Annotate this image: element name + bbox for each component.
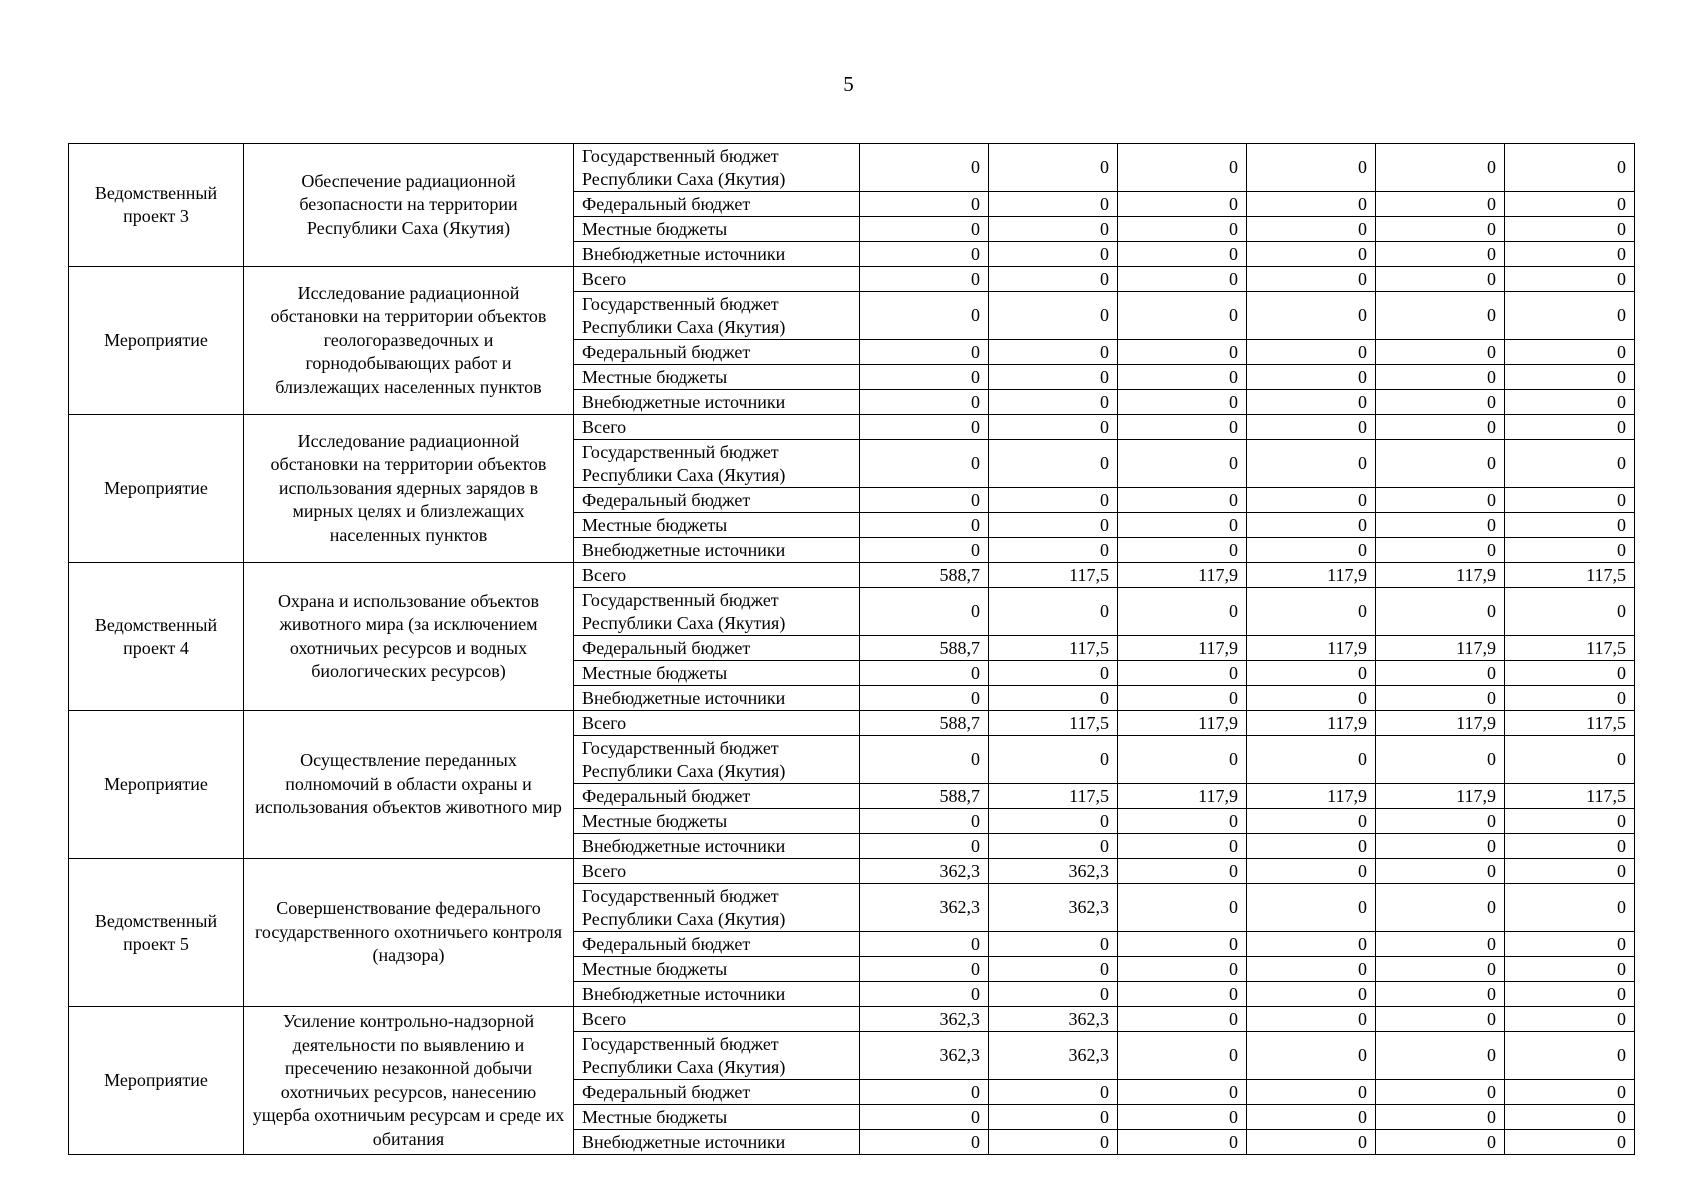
amount-cell: 117,5 [989,784,1118,809]
amount-cell: 0 [1118,217,1247,242]
amount-cell: 0 [860,661,989,686]
amount-cell: 0 [1376,661,1505,686]
amount-cell: 0 [1505,365,1635,390]
table-row [69,563,1635,588]
funding-source-cell: Всего [574,711,860,736]
amount-cell: 0 [860,488,989,513]
amount-cell: 0 [1118,144,1247,192]
item-name-cell: Усиление контрольно-надзорной деятельности по выявлению и пресечению незаконной добычи охотничьих ресурсов, нанесению ущерба охотничьим ресурсам и среде их обитания [244,1007,574,1155]
amount-cell: 0 [989,267,1118,292]
amount-cell: 0 [1505,192,1635,217]
amount-cell: 0 [989,365,1118,390]
amount-cell: 117,9 [1247,711,1376,736]
amount-cell: 0 [860,1080,989,1105]
amount-cell: 362,3 [860,859,989,884]
amount-cell: 0 [1505,588,1635,636]
amount-cell: 0 [1118,834,1247,859]
table-row [69,859,1635,884]
amount-cell: 0 [1376,390,1505,415]
amount-cell: 0 [1247,292,1376,340]
funding-source-cell: Всего [574,1007,860,1032]
amount-cell: 0 [1118,661,1247,686]
amount-cell: 0 [1505,440,1635,488]
funding-source-cell: Внебюджетные источники [574,982,860,1007]
amount-cell: 0 [1376,267,1505,292]
amount-cell: 117,9 [1118,711,1247,736]
amount-cell: 0 [989,144,1118,192]
amount-cell: 117,5 [989,563,1118,588]
item-name-cell: Осуществление переданных полномочий в области охраны и использования объектов животного мир [244,711,574,859]
amount-cell: 0 [989,1080,1118,1105]
funding-source-cell: Внебюджетные источники [574,390,860,415]
funding-source-cell: Федеральный бюджет [574,488,860,513]
item-type-cell: Мероприятие [69,711,244,859]
amount-cell: 0 [860,834,989,859]
amount-cell: 0 [1376,932,1505,957]
funding-source-cell: Местные бюджеты [574,957,860,982]
amount-cell: 0 [1118,1105,1247,1130]
amount-cell: 0 [989,834,1118,859]
amount-cell: 0 [860,538,989,563]
amount-cell: 0 [1376,884,1505,932]
amount-cell: 0 [860,390,989,415]
amount-cell: 0 [1247,1130,1376,1155]
amount-cell: 588,7 [860,563,989,588]
amount-cell: 0 [1505,809,1635,834]
amount-cell: 0 [1247,340,1376,365]
amount-cell: 0 [1118,736,1247,784]
amount-cell: 0 [1376,292,1505,340]
amount-cell: 0 [860,982,989,1007]
amount-cell: 588,7 [860,636,989,661]
amount-cell: 0 [1505,859,1635,884]
amount-cell: 362,3 [989,859,1118,884]
amount-cell: 0 [1505,932,1635,957]
amount-cell: 0 [989,661,1118,686]
funding-source-cell: Всего [574,267,860,292]
funding-source-cell: Государственный бюджет Республики Саха (Якутия) [574,1032,860,1080]
funding-source-cell: Государственный бюджет Республики Саха (Якутия) [574,144,860,192]
amount-cell: 117,5 [1505,784,1635,809]
amount-cell: 0 [1505,292,1635,340]
amount-cell: 0 [1118,957,1247,982]
amount-cell: 0 [989,340,1118,365]
amount-cell: 0 [1505,884,1635,932]
amount-cell: 0 [860,1105,989,1130]
funding-source-cell: Местные бюджеты [574,809,860,834]
amount-cell: 0 [1376,1032,1505,1080]
amount-cell: 0 [860,415,989,440]
amount-cell: 0 [1505,488,1635,513]
funding-source-cell: Всего [574,415,860,440]
amount-cell: 0 [1376,982,1505,1007]
amount-cell: 0 [1505,1080,1635,1105]
amount-cell: 0 [1376,144,1505,192]
amount-cell: 0 [1376,242,1505,267]
amount-cell: 0 [1376,192,1505,217]
table-row [69,267,1635,292]
funding-source-cell: Государственный бюджет Республики Саха (Якутия) [574,292,860,340]
amount-cell: 0 [989,192,1118,217]
amount-cell: 0 [1118,440,1247,488]
amount-cell: 0 [1247,1007,1376,1032]
amount-cell: 0 [989,1105,1118,1130]
amount-cell: 0 [1247,415,1376,440]
amount-cell: 0 [989,686,1118,711]
item-name-cell: Обеспечение радиационной безопасности на территории Республики Саха (Якутия) [244,144,574,267]
amount-cell: 0 [1247,982,1376,1007]
amount-cell: 0 [1118,513,1247,538]
amount-cell: 0 [1247,1080,1376,1105]
funding-source-cell: Всего [574,859,860,884]
amount-cell: 0 [1118,982,1247,1007]
amount-cell: 0 [1505,661,1635,686]
amount-cell: 0 [1247,957,1376,982]
amount-cell: 0 [1376,736,1505,784]
amount-cell: 0 [860,736,989,784]
amount-cell: 0 [1247,884,1376,932]
amount-cell: 0 [1376,1130,1505,1155]
amount-cell: 0 [1247,267,1376,292]
amount-cell: 0 [989,809,1118,834]
amount-cell: 0 [1376,809,1505,834]
amount-cell: 0 [989,488,1118,513]
amount-cell: 362,3 [989,1032,1118,1080]
item-name-cell: Охрана и использование объектов животного мира (за исключением охотничьих ресурсов и водных биологических ресурсов) [244,563,574,711]
item-type-cell: Мероприятие [69,267,244,415]
amount-cell: 117,5 [1505,636,1635,661]
amount-cell: 0 [1505,144,1635,192]
funding-source-cell: Федеральный бюджет [574,340,860,365]
amount-cell: 0 [860,957,989,982]
item-type-cell: Ведомственный проект 5 [69,859,244,1007]
amount-cell: 0 [1376,538,1505,563]
amount-cell: 0 [1118,1032,1247,1080]
amount-cell: 0 [1505,834,1635,859]
amount-cell: 0 [860,932,989,957]
amount-cell: 0 [1247,513,1376,538]
amount-cell: 0 [1505,736,1635,784]
amount-cell: 0 [1247,661,1376,686]
amount-cell: 0 [1118,292,1247,340]
funding-source-cell: Всего [574,563,860,588]
amount-cell: 0 [1247,488,1376,513]
amount-cell: 0 [1247,440,1376,488]
amount-cell: 0 [1247,859,1376,884]
amount-cell: 0 [860,292,989,340]
table-row [69,144,1635,192]
amount-cell: 0 [860,365,989,390]
amount-cell: 0 [1376,859,1505,884]
amount-cell: 0 [1247,538,1376,563]
amount-cell: 0 [1376,440,1505,488]
amount-cell: 0 [1118,538,1247,563]
funding-source-cell: Государственный бюджет Республики Саха (Якутия) [574,588,860,636]
amount-cell: 0 [1376,588,1505,636]
amount-cell: 0 [1505,340,1635,365]
amount-cell: 0 [1247,932,1376,957]
item-name-cell: Совершенствование федерального государственного охотничьего контроля (надзора) [244,859,574,1007]
amount-cell: 0 [989,242,1118,267]
item-type-cell: Ведомственный проект 4 [69,563,244,711]
amount-cell: 0 [1505,267,1635,292]
funding-source-cell: Внебюджетные источники [574,538,860,563]
amount-cell: 117,5 [989,711,1118,736]
amount-cell: 0 [1247,588,1376,636]
amount-cell: 0 [1118,365,1247,390]
amount-cell: 0 [1247,736,1376,784]
amount-cell: 0 [860,440,989,488]
amount-cell: 362,3 [860,1032,989,1080]
amount-cell: 0 [1118,242,1247,267]
amount-cell: 0 [989,588,1118,636]
amount-cell: 117,9 [1118,784,1247,809]
amount-cell: 0 [860,588,989,636]
funding-source-cell: Федеральный бюджет [574,1080,860,1105]
amount-cell: 0 [860,242,989,267]
funding-source-cell: Федеральный бюджет [574,932,860,957]
funding-source-cell: Государственный бюджет Республики Саха (Якутия) [574,884,860,932]
amount-cell: 0 [989,217,1118,242]
budget-table [68,143,1635,1155]
item-name-cell: Исследование радиационной обстановки на территории объектов геологоразведочных и горнодобывающих работ и близлежащих населенных пунктов [244,267,574,415]
amount-cell: 0 [860,809,989,834]
funding-source-cell: Федеральный бюджет [574,192,860,217]
amount-cell: 0 [1505,957,1635,982]
amount-cell: 0 [989,736,1118,784]
amount-cell: 0 [860,144,989,192]
amount-cell: 0 [1118,488,1247,513]
amount-cell: 0 [989,415,1118,440]
amount-cell: 0 [1118,340,1247,365]
amount-cell: 0 [1118,859,1247,884]
amount-cell: 0 [1247,144,1376,192]
amount-cell: 0 [1118,686,1247,711]
amount-cell: 0 [1118,884,1247,932]
amount-cell: 0 [1505,686,1635,711]
amount-cell: 0 [1505,217,1635,242]
amount-cell: 117,5 [1505,563,1635,588]
amount-cell: 0 [1376,340,1505,365]
amount-cell: 362,3 [860,884,989,932]
amount-cell: 0 [989,1130,1118,1155]
amount-cell: 0 [1376,957,1505,982]
amount-cell: 117,9 [1376,711,1505,736]
funding-source-cell: Местные бюджеты [574,513,860,538]
amount-cell: 0 [1247,217,1376,242]
amount-cell: 362,3 [860,1007,989,1032]
item-type-cell: Ведомственный проект 3 [69,144,244,267]
amount-cell: 0 [1505,1105,1635,1130]
amount-cell: 0 [1118,1007,1247,1032]
amount-cell: 588,7 [860,784,989,809]
amount-cell: 117,5 [989,636,1118,661]
item-type-cell: Мероприятие [69,1007,244,1155]
funding-source-cell: Внебюджетные источники [574,242,860,267]
amount-cell: 0 [1376,834,1505,859]
amount-cell: 0 [860,513,989,538]
amount-cell: 0 [1118,932,1247,957]
amount-cell: 0 [1118,809,1247,834]
amount-cell: 0 [989,538,1118,563]
amount-cell: 117,9 [1376,636,1505,661]
amount-cell: 0 [989,957,1118,982]
amount-cell: 0 [1118,267,1247,292]
amount-cell: 0 [860,192,989,217]
amount-cell: 117,9 [1376,784,1505,809]
amount-cell: 0 [860,267,989,292]
amount-cell: 0 [1376,686,1505,711]
funding-source-cell: Местные бюджеты [574,1105,860,1130]
amount-cell: 117,9 [1247,636,1376,661]
amount-cell: 0 [1247,1032,1376,1080]
amount-cell: 0 [860,1130,989,1155]
amount-cell: 0 [1247,809,1376,834]
funding-source-cell: Местные бюджеты [574,365,860,390]
amount-cell: 117,9 [1376,563,1505,588]
amount-cell: 0 [1376,1105,1505,1130]
amount-cell: 0 [989,292,1118,340]
amount-cell: 0 [1247,192,1376,217]
item-type-cell: Мероприятие [69,415,244,563]
amount-cell: 117,9 [1118,636,1247,661]
amount-cell: 0 [1505,390,1635,415]
amount-cell: 0 [1505,513,1635,538]
funding-source-cell: Внебюджетные источники [574,834,860,859]
amount-cell: 0 [860,340,989,365]
amount-cell: 117,5 [1505,711,1635,736]
table-row [69,711,1635,736]
amount-cell: 0 [1505,242,1635,267]
amount-cell: 0 [989,982,1118,1007]
item-name-cell: Исследование радиационной обстановки на территории объектов использования ядерных зарядов в мирных целях и близлежащих населенных пунктов [244,415,574,563]
amount-cell: 0 [1247,390,1376,415]
funding-source-cell: Внебюджетные источники [574,1130,860,1155]
amount-cell: 0 [1118,588,1247,636]
amount-cell: 0 [1505,982,1635,1007]
amount-cell: 0 [989,932,1118,957]
funding-source-cell: Федеральный бюджет [574,784,860,809]
funding-source-cell: Федеральный бюджет [574,636,860,661]
amount-cell: 0 [1505,1007,1635,1032]
table-row [69,1007,1635,1032]
amount-cell: 0 [1376,513,1505,538]
amount-cell: 0 [1376,365,1505,390]
funding-source-cell: Местные бюджеты [574,661,860,686]
amount-cell: 362,3 [989,1007,1118,1032]
amount-cell: 0 [989,390,1118,415]
amount-cell: 0 [1247,1105,1376,1130]
page-number: 5 [843,72,854,96]
amount-cell: 0 [860,686,989,711]
amount-cell: 0 [1376,217,1505,242]
amount-cell: 0 [989,513,1118,538]
amount-cell: 0 [1376,488,1505,513]
amount-cell: 0 [860,217,989,242]
amount-cell: 117,9 [1118,563,1247,588]
amount-cell: 588,7 [860,711,989,736]
amount-cell: 0 [1247,365,1376,390]
funding-source-cell: Государственный бюджет Республики Саха (Якутия) [574,736,860,784]
amount-cell: 0 [1505,415,1635,440]
funding-source-cell: Государственный бюджет Республики Саха (Якутия) [574,440,860,488]
amount-cell: 0 [1376,1080,1505,1105]
amount-cell: 0 [1118,1080,1247,1105]
amount-cell: 0 [989,440,1118,488]
amount-cell: 0 [1118,415,1247,440]
amount-cell: 117,9 [1247,784,1376,809]
funding-source-cell: Местные бюджеты [574,217,860,242]
amount-cell: 0 [1118,390,1247,415]
amount-cell: 0 [1376,415,1505,440]
amount-cell: 0 [1118,1130,1247,1155]
funding-source-cell: Внебюджетные источники [574,686,860,711]
amount-cell: 0 [1505,538,1635,563]
table-row [69,415,1635,440]
amount-cell: 117,9 [1247,563,1376,588]
amount-cell: 0 [1247,686,1376,711]
amount-cell: 0 [1505,1130,1635,1155]
amount-cell: 0 [1247,242,1376,267]
amount-cell: 0 [1505,1032,1635,1080]
amount-cell: 0 [1247,834,1376,859]
amount-cell: 0 [1118,192,1247,217]
amount-cell: 0 [1376,1007,1505,1032]
amount-cell: 362,3 [989,884,1118,932]
